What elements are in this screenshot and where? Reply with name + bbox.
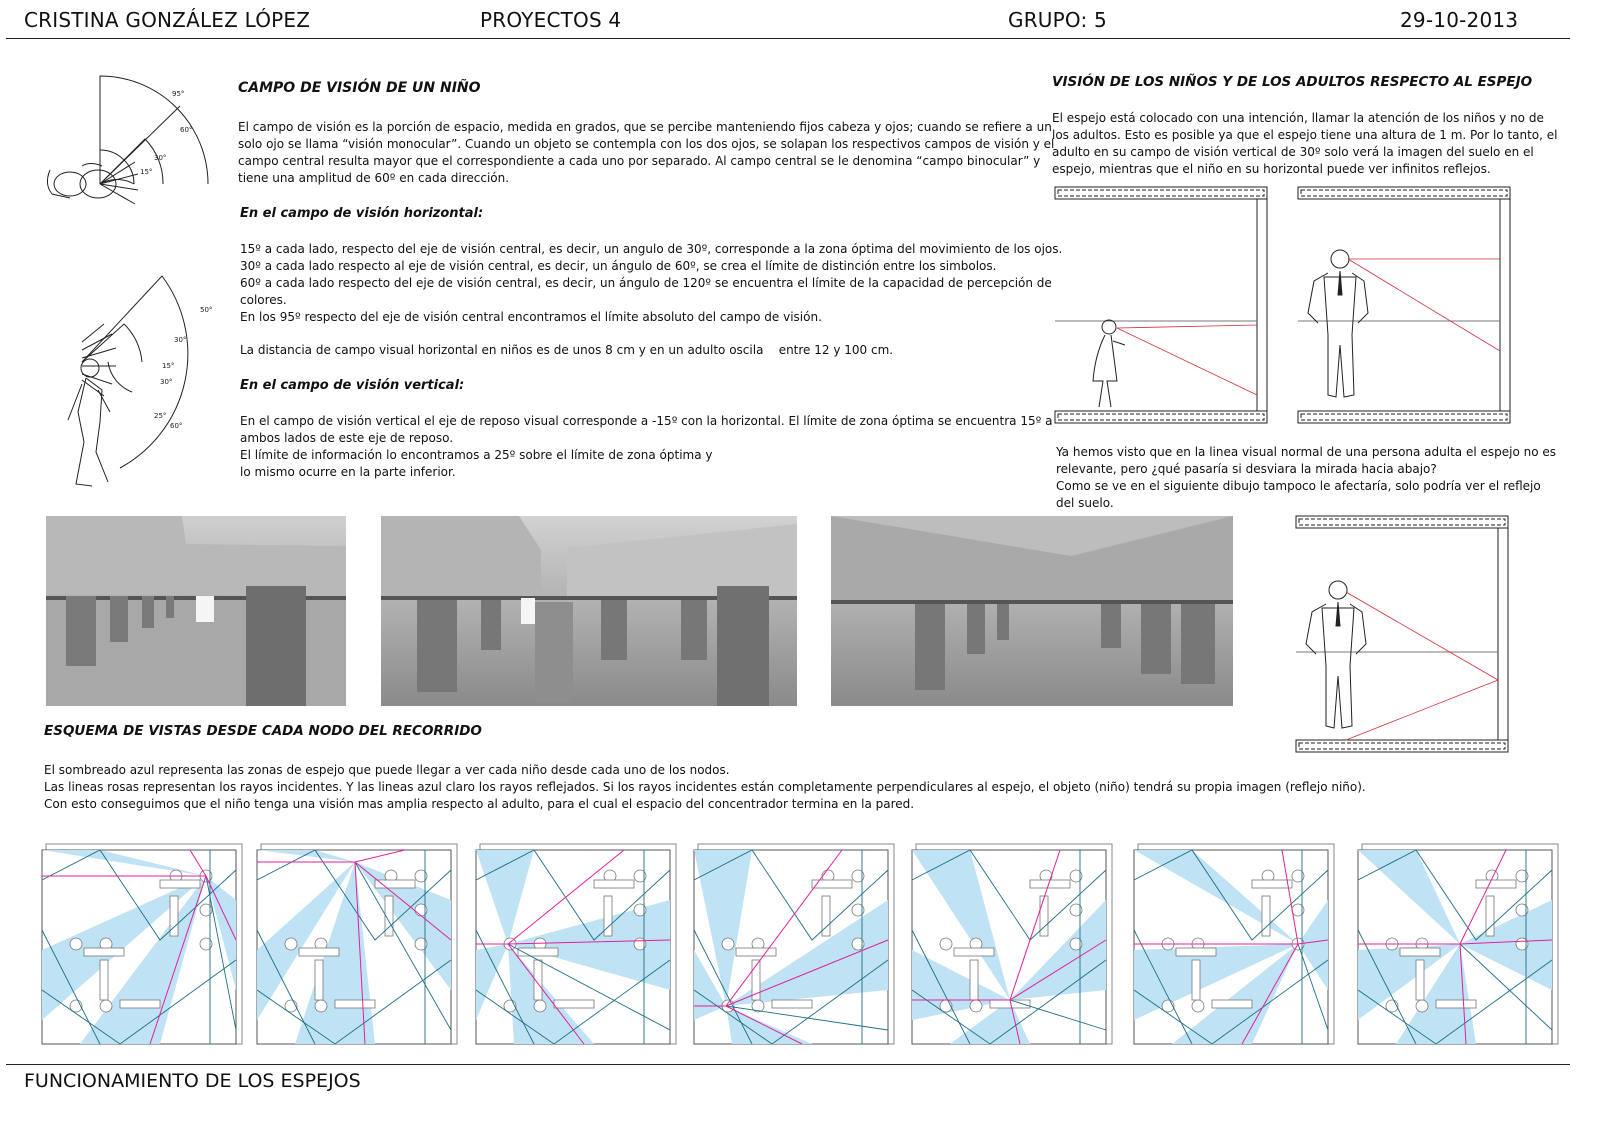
angle-label-60: 60° [180, 126, 193, 134]
author-name: CRISTINA GONZÁLEZ LÓPEZ [24, 8, 311, 32]
mirror-title: VISIÓN DE LOS NIÑOS Y DE LOS ADULTOS RESPECTO AL ESPEJO [1052, 74, 1533, 90]
angle-label-50: 50° [200, 306, 213, 314]
footer-rule [6, 1064, 1570, 1065]
node-plan-1 [40, 840, 246, 1050]
angle-label-30a: 30° [174, 336, 187, 344]
child-vision-title: CAMPO DE VISIÓN DE UN NIÑO [238, 80, 481, 96]
vertical-field-diagram [62, 272, 222, 492]
course-name: PROYECTOS 4 [480, 8, 622, 32]
child-vision-intro: El campo de visión es la porción de espacio, medida en grados, que se percibe manteniendo fijos cabeza y ojos; cuando se refiere a un solo ojo se llama “visión monocular”. Cuando un objeto se contempla con los dos ojos, se solapan los respectivos campos de visión y el campo central resulta mayor que el correspondiente a cada uno por separado. Al campo central se le denomina “campo binocular” y tiene una amplitud de 60º en cada dirección. [238, 120, 1055, 185]
angle-label-95: 95° [172, 90, 185, 98]
mirror-para1: El espejo está colocado con una intención, llamar la atención de los niños y no de los adultos. Esto es posible ya que el espejo tiene una altura de 1 m. Por lo tanto, el adulto en su campo de visión vertical de 30º solo verá la imagen del suelo en el espejo, mientras que el niño en su horizontal puede ver infinitos reflejos. [1052, 111, 1558, 176]
adult-looking-down-section [1296, 514, 1511, 759]
angle-label-15: 15° [140, 168, 153, 176]
vertical-title: En el campo de visión vertical: [240, 378, 465, 393]
mirror-para2: Ya hemos visto que en la linea visual normal de una persona adulta el espejo no es relevante, pero ¿qué pasaría si desviara la mirada hacia abajo? Como se ve en el siguiente dibujo tampoco le afectaría, solo podría ver el reflejo del suelo. [1056, 445, 1557, 510]
date-label: 29-10-2013 [1400, 8, 1519, 32]
angle-label-15b: 15° [162, 362, 175, 370]
angle-label-25: 25° [154, 412, 167, 420]
horizontal-field-diagram [40, 66, 230, 216]
render-view-3 [831, 516, 1233, 706]
views-title: ESQUEMA DE VISTAS DESDE CADA NODO DEL RECORRIDO [44, 723, 482, 739]
angle-label-30: 30° [154, 154, 167, 162]
angle-label-30b: 30° [160, 378, 173, 386]
node-plan-2 [255, 840, 461, 1050]
distance-text: La distancia de campo visual horizontal en niños es de unos 8 cm y en un adulto oscila entre 12 y 100 cm. [240, 343, 894, 357]
header-rule [6, 38, 1570, 39]
adult-mirror-section [1298, 185, 1513, 430]
horizontal-title: En el campo de visión horizontal: [240, 206, 484, 221]
node-plan-5 [910, 840, 1116, 1050]
angle-label-60b: 60° [170, 422, 183, 430]
child-mirror-section [1055, 185, 1270, 430]
group-label: GRUPO: 5 [1008, 8, 1107, 32]
node-plan-6 [1132, 840, 1338, 1050]
footer-title: FUNCIONAMIENTO DE LOS ESPEJOS [24, 1070, 361, 1092]
node-plan-3 [474, 840, 680, 1050]
views-text: El sombreado azul representa las zonas de espejo que puede llegar a ver cada niño desde cada uno de los nodos. Las lineas rosas representan los rayos incidentes. Y las lineas azul claro los rayos reflejados. Si los rayos incidentes están completamente perpendiculares al espejo, el objeto (niño) tendrá su propia imagen (reflejo niño). Con esto conseguimos que el niño tenga una visión mas amplia respecto al adulto, para el cual el espacio del concentrador termina en la pared. [44, 763, 1366, 811]
horizontal-text: 15º a cada lado, respecto del eje de visión central, es decir, un angulo de 30º, corresponde a la zona óptima del movimiento de los ojos. 30º a cada lado respecto al eje de visión central, es decir, un ángulo de 60º, se crea el límite de distinción entre los simbolos. 60º a cada lado respecto del eje de visión central, es decir, un ángulo de 120º se encuentra el límite de la capacidad de percepción de colores. En los 95º respecto del eje de visión central encontramos el límite absoluto del campo de visión. [240, 242, 1063, 324]
render-view-1 [46, 516, 346, 706]
node-plan-7 [1356, 840, 1562, 1050]
render-view-2 [381, 516, 797, 706]
node-plan-4 [692, 840, 898, 1050]
vertical-text: En el campo de visión vertical el eje de reposo visual corresponde a -15º con la horizontal. El límite de zona óptima se encuentra 15º a ambos lados de este eje de reposo. El límite de información lo encontramos a 25º sobre el límite de zona óptima y lo mismo ocurre en la parte inferior. [240, 414, 1053, 479]
